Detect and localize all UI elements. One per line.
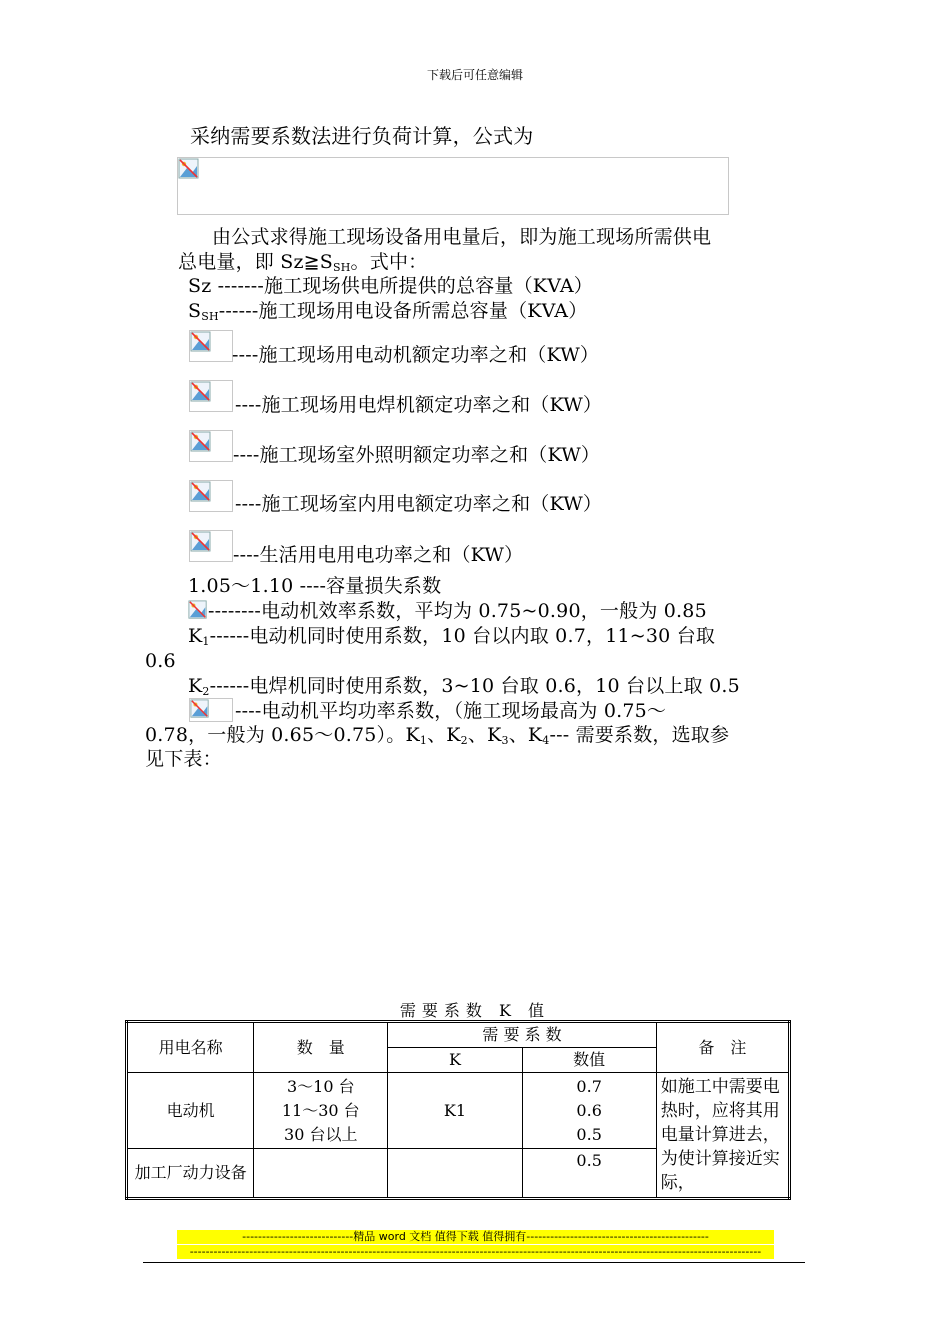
table-cell: 3～10 台 11～30 台 30 台以上 [254,1073,388,1149]
def-pf-cont: 0.78，一般为 0.65～0.75）。$K_1$、$K_2$、$K_3$、$K_4---$ 需要系数，选取参 [145,724,730,747]
broken-image-icon [190,331,212,353]
def-loss: 1.05～1.10 ----容量损失系数 [188,575,442,597]
table-cell [254,1149,388,1199]
broken-image-icon [190,381,212,403]
footer-banner-line-1: ----------------------------精品 word 文档 值得下载 值得拥有---------------------------------------------- [177,1230,774,1244]
def-p2: ----施工现场用电焊机额定功率之和（KW） [235,394,603,416]
symbol-image-placeholder [189,480,233,512]
broken-image-icon [190,699,210,719]
page-header: 下载后可任意编辑 [426,68,523,82]
header-cell: 数 量 [254,1022,388,1073]
table-cell: K1 [388,1073,522,1149]
footer-rule [143,1262,805,1263]
broken-image-icon [188,600,208,620]
table-cell: 0.7 0.6 0.5 [522,1073,656,1149]
symbol-image-placeholder [189,380,233,412]
header-cell: 需 要 系 数 [388,1022,656,1048]
broken-image-icon [190,531,212,553]
header-cell: K [388,1048,522,1073]
def-p5: ----生活用电用电功率之和（KW） [233,544,524,566]
def-p3: ----施工现场室外照明额定功率之和（KW） [233,444,601,466]
intro-line: 采纳需要系数法进行负荷计算，公式为 [190,124,534,148]
def-ssh: $S_{SH}------$施工现场用电设备所需总容量（KVA） [188,300,588,323]
broken-image-icon [190,481,212,503]
def-eff: --------电动机效率系数，平均为 0.75~0.90，一般为 0.85 [208,600,707,622]
broken-image-icon [178,158,200,180]
def-k1: $K_1------$电动机同时使用系数，10 台以内取 0.7，11~30 台取 [188,625,716,648]
paragraph-line-1: 由公式求得施工现场设备用电量后，即为施工现场所需供电 [212,226,712,248]
formula-image-placeholder [177,157,729,215]
table-cell: 0.5 [522,1149,656,1199]
header-cell: 用电名称 [127,1022,254,1073]
paragraph-line-2: 总电量，即 $Sz≧S_{SH}$。式中： [178,251,428,274]
def-last: 见下表： [145,748,222,770]
def-p4: ----施工现场室内用电额定功率之和（KW） [235,493,603,515]
symbol-image-placeholder [189,530,233,562]
table-cell [388,1149,522,1199]
table-title: 需要系数 K 值 [399,1001,551,1020]
table-cell: 加工厂动力设备 [127,1149,254,1199]
symbol-image-placeholder [189,330,233,362]
def-sz: Sz -------施工现场供电所提供的总容量（KVA） [188,275,593,297]
header-cell: 数值 [522,1048,656,1073]
broken-image-icon [190,431,212,453]
footer-banner-line-2: ------------------------------------------------------------------------------------------------------------------------------------------------ [177,1245,774,1259]
def-k1-cont: 0.6 [145,650,176,672]
coefficient-table [125,1020,791,1200]
def-p1: ----施工现场用电动机额定功率之和（KW） [232,344,600,366]
def-pf: ----电动机平均功率系数，（施工现场最高为 0.75～ [235,700,667,722]
symbol-image-placeholder [189,698,233,722]
header-cell: 备 注 [656,1022,789,1073]
table-row [127,1073,790,1149]
table-cell: 电动机 [127,1073,254,1149]
symbol-image-placeholder [189,430,233,462]
def-k2: $K_2------$电焊机同时使用系数，3~10 台取 0.6，10 台以上取 0.5 [188,675,740,698]
note-cell: 如施工中需要电热时，应将其用电量计算进去，为使计算接近实际， [656,1073,789,1199]
